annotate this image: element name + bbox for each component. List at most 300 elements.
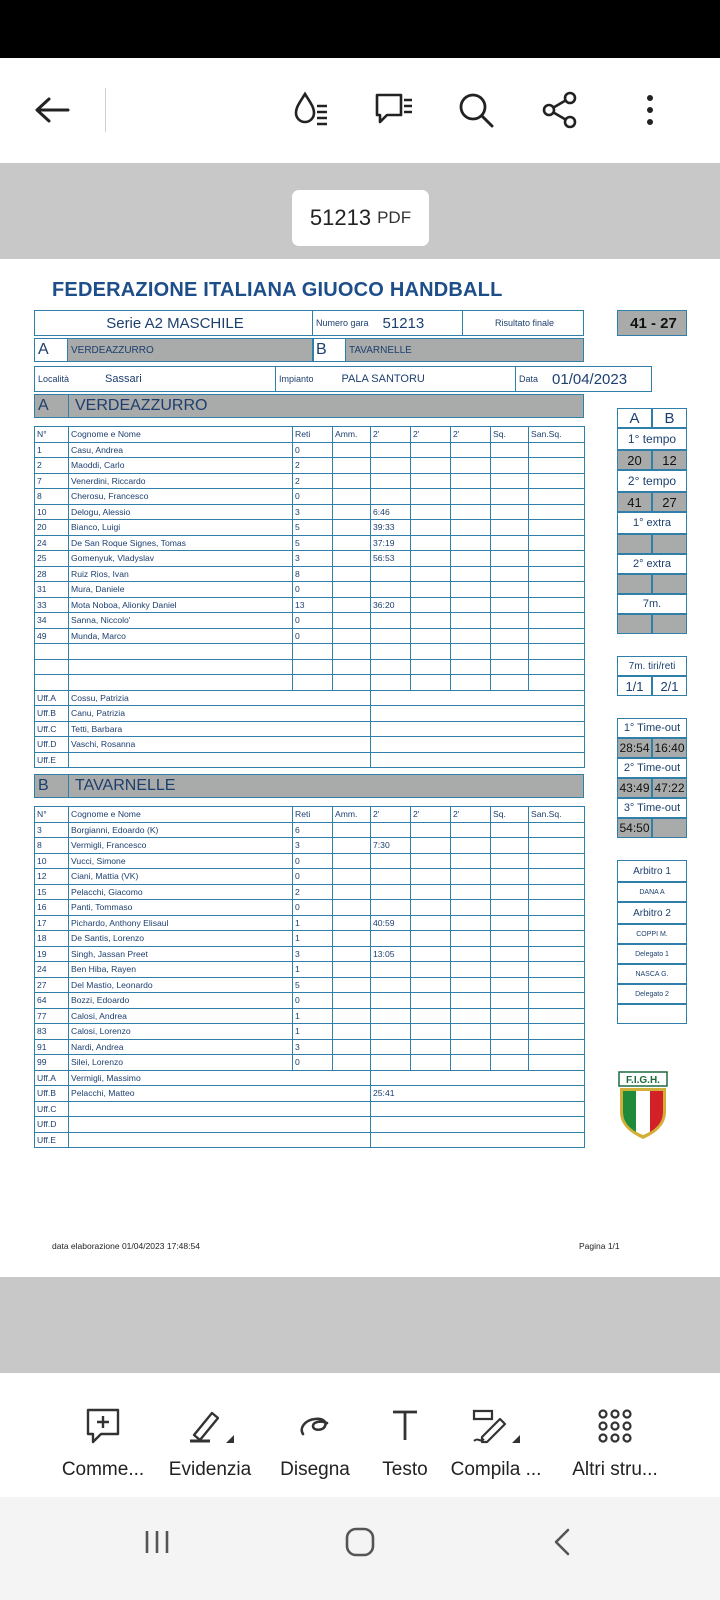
player-warning (333, 931, 371, 947)
empty-cell (529, 1055, 585, 1071)
first-half-b: 12 (652, 450, 687, 470)
empty-cell (529, 504, 585, 520)
player-warning (333, 489, 371, 505)
empty-cell (411, 822, 451, 838)
player-name: Bozzi, Edoardo (69, 993, 293, 1009)
player-goals (293, 644, 333, 660)
empty-cell (491, 473, 529, 489)
player-goals: 3 (293, 838, 333, 854)
empty-cell (491, 884, 529, 900)
empty-cell (529, 535, 585, 551)
empty-cell (411, 853, 451, 869)
player-name: Vucci, Simone (69, 853, 293, 869)
player-goals: 5 (293, 977, 333, 993)
empty-cell (529, 1039, 585, 1055)
empty-cell (411, 442, 451, 458)
first-half-a: 20 (617, 450, 652, 470)
empty-cell (491, 962, 529, 978)
player-warning (333, 613, 371, 629)
empty-cell (491, 675, 529, 691)
player-suspension: 6:46 (371, 504, 411, 520)
home-icon[interactable] (343, 1525, 377, 1559)
official-row (35, 706, 585, 722)
table-row (35, 628, 585, 644)
team-b-letter: B (312, 338, 346, 362)
empty-cell (529, 597, 585, 613)
player-number: 27 (35, 977, 69, 993)
player-suspension (371, 458, 411, 474)
empty-cell (529, 458, 585, 474)
empty-cell (491, 1055, 529, 1071)
official-row (35, 721, 585, 737)
empty-cell (529, 613, 585, 629)
player-suspension (371, 473, 411, 489)
empty-cell (451, 1055, 491, 1071)
column-header: N° (35, 427, 69, 443)
empty-cell (491, 566, 529, 582)
reading-mode-icon[interactable] (290, 86, 334, 134)
player-name: Singh, Jassan Preet (69, 946, 293, 962)
localita-label: Località (38, 374, 70, 384)
player-name: Ciani, Mattia (VK) (69, 869, 293, 885)
player-goals: 1 (293, 915, 333, 931)
empty-cell (411, 582, 451, 598)
player-goals: 2 (293, 884, 333, 900)
player-suspension (371, 1055, 411, 1071)
tool-comment[interactable] (48, 1405, 158, 1481)
player-warning (333, 582, 371, 598)
player-number: 1 (35, 442, 69, 458)
tool-highlight[interactable] (155, 1405, 265, 1481)
player-name: Delogu, Alessio (69, 504, 293, 520)
data-value: 01/04/2023 (552, 370, 628, 388)
empty-cell (411, 659, 451, 675)
more-tools-grid-icon (560, 1405, 670, 1447)
player-goals: 1 (293, 931, 333, 947)
player-warning (333, 946, 371, 962)
column-header: San.Sq. (529, 807, 585, 823)
player-goals: 0 (293, 993, 333, 1009)
empty-cell (529, 520, 585, 536)
player-warning (333, 915, 371, 931)
side-a-header: A (617, 408, 652, 428)
player-warning (333, 900, 371, 916)
player-goals: 0 (293, 869, 333, 885)
player-suspension (371, 931, 411, 947)
empty-cell (529, 962, 585, 978)
seven-m-a (617, 614, 652, 634)
player-goals: 3 (293, 504, 333, 520)
empty-cell (451, 1008, 491, 1024)
player-number: 64 (35, 993, 69, 1009)
official-name (69, 1132, 371, 1148)
second-extra-label: 2° extra (617, 554, 687, 574)
team-a-section-name: VERDEAZZURRO (75, 397, 208, 414)
empty-cell (411, 644, 451, 660)
player-goals (293, 675, 333, 691)
file-ext: PDF (377, 208, 412, 227)
player-warning (333, 566, 371, 582)
empty-cell (411, 675, 451, 691)
player-warning (333, 535, 371, 551)
empty-cell (451, 853, 491, 869)
search-icon[interactable] (454, 86, 498, 134)
player-suspension: 37:19 (371, 535, 411, 551)
empty-cell (451, 535, 491, 551)
empty-cell (451, 442, 491, 458)
player-goals: 3 (293, 551, 333, 567)
player-name: Pichardo, Anthony Elisaul (69, 915, 293, 931)
empty-cell (529, 566, 585, 582)
data-label: Data (519, 374, 539, 384)
table-row (35, 869, 585, 885)
table-row (35, 504, 585, 520)
official-role: Uff.A (35, 1070, 69, 1086)
player-goals (293, 659, 333, 675)
table-row (35, 489, 585, 505)
empty-cell (529, 931, 585, 947)
official-sanction (371, 1117, 585, 1133)
player-number: 3 (35, 822, 69, 838)
empty-cell (451, 931, 491, 947)
empty-cell (451, 566, 491, 582)
table-row (35, 915, 585, 931)
empty-cell (491, 442, 529, 458)
footer-page-number: Pagina 1/1 (579, 1241, 620, 1251)
empty-cell (451, 946, 491, 962)
player-goals: 0 (293, 613, 333, 629)
official-role: Uff.B (35, 706, 69, 722)
player-suspension: 39:33 (371, 520, 411, 536)
referee-1-name: DANA A (617, 882, 687, 902)
file-name-chip[interactable] (292, 190, 429, 246)
empty-cell (491, 993, 529, 1009)
official-role: Uff.E (35, 752, 69, 768)
player-number: 15 (35, 884, 69, 900)
player-warning (333, 884, 371, 900)
player-number: 25 (35, 551, 69, 567)
empty-cell (411, 520, 451, 536)
first-half-label: 1° tempo (617, 428, 687, 450)
player-name: Maoddi, Carlo (69, 458, 293, 474)
player-name: Gomenyuk, Vladyslav (69, 551, 293, 567)
player-number: 34 (35, 613, 69, 629)
player-number: 17 (35, 915, 69, 931)
column-header: Cognome e Nome (69, 427, 293, 443)
player-name: Sanna, Niccolo' (69, 613, 293, 629)
player-name: Pelacchi, Giacomo (69, 884, 293, 900)
table-row (35, 644, 585, 660)
comment-add-icon (48, 1405, 158, 1447)
table-row (35, 1024, 585, 1040)
empty-cell (491, 458, 529, 474)
player-suspension (371, 900, 411, 916)
player-suspension (371, 993, 411, 1009)
recent-apps-icon[interactable] (142, 1527, 172, 1557)
player-goals: 1 (293, 1008, 333, 1024)
player-name: Vermigli, Francesco (69, 838, 293, 854)
impianto-label: Impianto (279, 374, 314, 384)
player-goals: 0 (293, 442, 333, 458)
official-sanction (371, 1101, 585, 1117)
series-cell: Serie A2 MASCHILE (34, 310, 313, 336)
official-sanction (371, 1132, 585, 1148)
team-a-roster-table (34, 426, 585, 768)
table-row (35, 597, 585, 613)
player-name: Mota Noboa, Alionky Daniel (69, 597, 293, 613)
fill-sign-icon (441, 1405, 551, 1447)
empty-cell (451, 582, 491, 598)
player-name: Panti, Tommaso (69, 900, 293, 916)
timeout-3-label: 3° Time-out (617, 798, 687, 818)
table-row (35, 900, 585, 916)
team-a-letter: A (34, 338, 68, 362)
official-role: Uff.D (35, 737, 69, 753)
empty-cell (529, 675, 585, 691)
player-warning (333, 853, 371, 869)
player-number: 24 (35, 535, 69, 551)
player-name (69, 675, 293, 691)
empty-cell (529, 644, 585, 660)
empty-cell (411, 993, 451, 1009)
player-goals: 1 (293, 962, 333, 978)
venue-cell (275, 366, 516, 392)
empty-cell (411, 869, 451, 885)
empty-cell (491, 853, 529, 869)
official-role: Uff.A (35, 690, 69, 706)
empty-cell (411, 900, 451, 916)
figh-logo (617, 1071, 669, 1141)
player-number: 18 (35, 931, 69, 947)
player-goals: 5 (293, 520, 333, 536)
empty-cell (451, 962, 491, 978)
tool-more-tools[interactable] (560, 1405, 670, 1481)
empty-cell (411, 566, 451, 582)
empty-cell (411, 628, 451, 644)
player-warning (333, 597, 371, 613)
empty-cell (491, 977, 529, 993)
empty-cell (411, 1039, 451, 1055)
column-header: 2' (451, 427, 491, 443)
player-warning (333, 659, 371, 675)
official-name: Tetti, Barbara (69, 721, 371, 737)
empty-cell (451, 869, 491, 885)
empty-cell (491, 946, 529, 962)
player-suspension: 56:53 (371, 551, 411, 567)
player-name: Cherosu, Francesco (69, 489, 293, 505)
player-number: 31 (35, 582, 69, 598)
empty-cell (491, 822, 529, 838)
referee-2-name: COPPI M. (617, 924, 687, 944)
empty-cell (529, 977, 585, 993)
player-number: 16 (35, 900, 69, 916)
player-name: De Santis, Lorenzo (69, 931, 293, 947)
seven-m-shots-a: 1/1 (617, 676, 652, 696)
player-suspension (371, 1008, 411, 1024)
seven-m-shots-b: 2/1 (652, 676, 687, 696)
player-name: Silei, Lorenzo (69, 1055, 293, 1071)
empty-cell (451, 838, 491, 854)
empty-cell (451, 900, 491, 916)
numero-gara-label: Numero gara (316, 318, 369, 328)
timeout-2-a: 43:49 (617, 778, 652, 798)
empty-cell (491, 1008, 529, 1024)
team-a-section-letter: A (35, 395, 69, 417)
empty-cell (491, 613, 529, 629)
player-number: 28 (35, 566, 69, 582)
official-role: Uff.C (35, 1101, 69, 1117)
team-b-roster-table (34, 806, 585, 1148)
timeout-3-a: 54:50 (617, 818, 652, 838)
player-goals: 0 (293, 628, 333, 644)
official-sanction (371, 1070, 585, 1086)
back-arrow-icon[interactable] (30, 86, 74, 134)
player-suspension (371, 822, 411, 838)
player-goals: 2 (293, 473, 333, 489)
empty-cell (529, 915, 585, 931)
tool-fill-sign-label: Compila ... (450, 1459, 542, 1480)
share-icon[interactable] (538, 86, 582, 134)
empty-cell (411, 1008, 451, 1024)
empty-cell (451, 613, 491, 629)
official-sanction (371, 721, 585, 737)
player-goals: 3 (293, 1039, 333, 1055)
tool-fill-sign[interactable] (441, 1405, 551, 1481)
result-label: Risultato finale (462, 310, 584, 336)
official-sanction (371, 690, 585, 706)
player-suspension (371, 977, 411, 993)
official-row (35, 752, 585, 768)
seven-m-label: 7m. (617, 594, 687, 614)
player-suspension: 7:30 (371, 838, 411, 854)
empty-cell (491, 915, 529, 931)
table-row (35, 535, 585, 551)
player-name: De San Roque Signes, Tomas (69, 535, 293, 551)
match-number-cell (312, 310, 463, 336)
player-suspension (371, 582, 411, 598)
player-name: Casu, Andrea (69, 442, 293, 458)
empty-cell (451, 659, 491, 675)
player-number: 2 (35, 458, 69, 474)
player-warning (333, 628, 371, 644)
table-row (35, 822, 585, 838)
date-cell (515, 366, 652, 392)
player-suspension (371, 869, 411, 885)
document-title: FEDERAZIONE ITALIANA GIUOCO HANDBALL (52, 279, 503, 301)
table-row (35, 977, 585, 993)
player-goals: 13 (293, 597, 333, 613)
team-a-section-header (34, 394, 584, 418)
table-row (35, 1008, 585, 1024)
team-b-section-header (34, 774, 584, 798)
table-row (35, 838, 585, 854)
player-suspension (371, 659, 411, 675)
comment-list-icon[interactable] (372, 86, 416, 134)
top-toolbar (0, 58, 720, 162)
player-warning (333, 551, 371, 567)
player-goals: 0 (293, 1055, 333, 1071)
empty-cell (529, 442, 585, 458)
empty-cell (491, 659, 529, 675)
player-warning (333, 442, 371, 458)
official-role: Uff.E (35, 1132, 69, 1148)
timeout-3-b (652, 818, 687, 838)
player-warning (333, 993, 371, 1009)
empty-cell (491, 535, 529, 551)
empty-cell (411, 458, 451, 474)
delegate-2-label: Delegato 2 (617, 984, 687, 1004)
empty-cell (451, 551, 491, 567)
empty-cell (529, 869, 585, 885)
table-row (35, 993, 585, 1009)
empty-cell (451, 628, 491, 644)
more-icon[interactable] (628, 86, 672, 134)
player-suspension (371, 1024, 411, 1040)
table-row (35, 442, 585, 458)
official-name: Vermigli, Massimo (69, 1070, 371, 1086)
empty-cell (529, 1008, 585, 1024)
player-warning (333, 1024, 371, 1040)
empty-cell (451, 644, 491, 660)
player-number: 20 (35, 520, 69, 536)
empty-cell (451, 1039, 491, 1055)
timeout-1-a: 28:54 (617, 738, 652, 758)
player-number: 19 (35, 946, 69, 962)
numero-gara-value: 51213 (382, 314, 425, 332)
referee-2-label: Arbitro 2 (617, 902, 687, 924)
player-warning (333, 675, 371, 691)
player-suspension (371, 489, 411, 505)
toolbar-divider (105, 88, 106, 132)
viewer-gutter-bottom (0, 1277, 720, 1373)
empty-cell (529, 489, 585, 505)
player-number (35, 675, 69, 691)
player-warning (333, 1039, 371, 1055)
second-half-label: 2° tempo (617, 470, 687, 492)
empty-cell (491, 869, 529, 885)
official-name: Pelacchi, Matteo (69, 1086, 371, 1102)
player-name: Munda, Marco (69, 628, 293, 644)
player-warning (333, 520, 371, 536)
player-name: Nardi, Andrea (69, 1039, 293, 1055)
empty-cell (529, 853, 585, 869)
empty-cell (451, 504, 491, 520)
column-header: Reti (293, 807, 333, 823)
official-role: Uff.D (35, 1117, 69, 1133)
empty-cell (529, 993, 585, 1009)
empty-cell (451, 915, 491, 931)
official-name (69, 752, 371, 768)
player-name: Venerdini, Riccardo (69, 473, 293, 489)
roster-header-row (35, 427, 585, 443)
player-suspension: 36:20 (371, 597, 411, 613)
table-row (35, 551, 585, 567)
empty-cell (491, 489, 529, 505)
empty-cell (411, 884, 451, 900)
empty-cell (451, 977, 491, 993)
empty-cell (529, 946, 585, 962)
empty-cell (529, 822, 585, 838)
official-name (69, 1101, 371, 1117)
player-warning (333, 838, 371, 854)
player-name: Borgianni, Edoardo (K) (69, 822, 293, 838)
player-number: 77 (35, 1008, 69, 1024)
player-number: 12 (35, 869, 69, 885)
back-icon[interactable] (548, 1527, 578, 1557)
table-row (35, 613, 585, 629)
tool-highlight-label: Evidenzia (168, 1459, 252, 1480)
footer-elaboration-date: data elaborazione 01/04/2023 17:48:54 (52, 1241, 200, 1251)
